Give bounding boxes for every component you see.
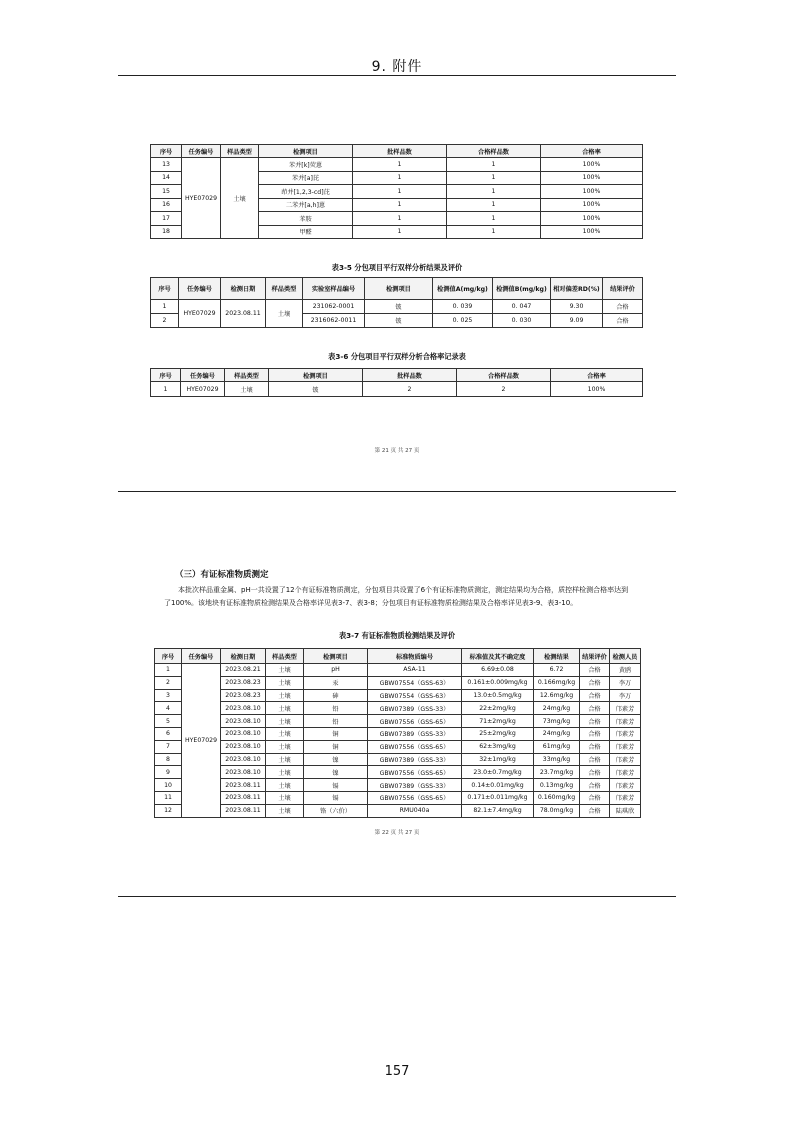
- page-separator: [118, 491, 676, 492]
- cell-rate: 100%: [541, 185, 643, 199]
- cell-eval: 合格: [580, 664, 610, 677]
- cell-sample-type: 土壤: [266, 791, 304, 804]
- col-header: 检测项目: [269, 369, 363, 382]
- col-header: 相对偏差RD(%): [551, 278, 603, 300]
- cell-date: 2023.08.21: [221, 664, 266, 677]
- col-header: 检测日期: [221, 649, 266, 664]
- table-3-7-caption: 表3-7 有证标准物质检测结果及评价: [338, 631, 456, 640]
- cell-batch: 1: [353, 158, 447, 172]
- cell-eval: 合格: [580, 740, 610, 753]
- cell-item: 镉: [304, 791, 368, 804]
- footer-page-number: 157: [384, 1064, 410, 1079]
- cell-batch: 1: [353, 212, 447, 226]
- col-header: 任务编号: [179, 278, 221, 300]
- cell-sample-type: 土壤: [221, 158, 259, 239]
- cell-item: 铅: [304, 702, 368, 715]
- col-header: 检测日期: [221, 278, 266, 300]
- table-3-6-caption: 表3-6 分包项目平行双样分析合格率记录表: [328, 352, 466, 361]
- cell-sample-type: 土壤: [266, 664, 304, 677]
- table-row: [151, 158, 643, 172]
- cell-person: 黄鸥: [610, 664, 641, 677]
- cell-pass: 2: [457, 382, 551, 397]
- cell-rate: 100%: [541, 198, 643, 212]
- page-separator: [118, 896, 676, 897]
- cell-task-no: HYE07029: [182, 664, 221, 818]
- cell-person: 邝素芳: [610, 753, 641, 766]
- cell-person: 邝素芳: [610, 779, 641, 792]
- cell-eval: 合格: [580, 727, 610, 740]
- col-header: 检测值B(mg/kg): [493, 278, 551, 300]
- cell-std-value: 23.0±0.7mg/kg: [462, 766, 534, 779]
- cell-rate: 100%: [541, 158, 643, 172]
- cell-sample-type: 土壤: [225, 382, 269, 397]
- cell-batch: 1: [353, 185, 447, 199]
- table-3-5-caption: 表3-5 分包项目平行双样分析结果及评价: [331, 263, 463, 272]
- table-row: [155, 702, 641, 715]
- cell-person: 陆琪欣: [610, 804, 641, 817]
- cell-no: 9: [155, 766, 182, 779]
- cell-no: 17: [151, 212, 182, 226]
- cell-eval: 合格: [580, 676, 610, 689]
- page-header-title: 9. 附件: [371, 59, 423, 75]
- cell-sample-type: 土壤: [266, 715, 304, 728]
- cell-eval: 合格: [580, 779, 610, 792]
- cell-item: 汞: [304, 676, 368, 689]
- table-3-4: [150, 144, 643, 239]
- col-header: 检测值A(mg/kg): [433, 278, 493, 300]
- table-row: [155, 791, 641, 804]
- cell-item: 镉: [304, 779, 368, 792]
- cell-std-value: 0.14±0.01mg/kg: [462, 779, 534, 792]
- cell-date: 2023.08.10: [221, 702, 266, 715]
- section-title: （三）有证标准物质测定: [175, 570, 269, 580]
- cell-date: 2023.08.10: [221, 740, 266, 753]
- cell-std-no: GBW07554（GSS-63）: [368, 676, 462, 689]
- cell-rd: 9.09: [551, 314, 603, 328]
- cell-no: 6: [155, 727, 182, 740]
- col-header: 序号: [151, 278, 179, 300]
- cell-eval: 合格: [580, 689, 610, 702]
- col-header: 合格样品数: [447, 145, 541, 158]
- cell-item: 铬（六价）: [304, 804, 368, 817]
- cell-pass: 1: [447, 212, 541, 226]
- cell-sample-type: 土壤: [266, 740, 304, 753]
- cell-item: 苯并[k]荧蒽: [259, 158, 353, 172]
- cell-value-b: 0. 047: [493, 300, 551, 314]
- cell-pass: 1: [447, 198, 541, 212]
- cell-std-value: 6.69±0.08: [462, 664, 534, 677]
- cell-no: 1: [151, 300, 179, 314]
- cell-item: 二苯并[a,h]蒽: [259, 198, 353, 212]
- col-header: 检测人员: [610, 649, 641, 664]
- col-header: 检测结果: [534, 649, 580, 664]
- cell-rate: 100%: [541, 171, 643, 185]
- page-number-22: 第 22 页 共 27 页: [374, 830, 420, 836]
- cell-std-no: GBW07556（GSS-65）: [368, 766, 462, 779]
- cell-result: 33mg/kg: [534, 753, 580, 766]
- cell-std-value: 62±3mg/kg: [462, 740, 534, 753]
- cell-std-value: 13.0±0.5mg/kg: [462, 689, 534, 702]
- cell-item: 铜: [304, 740, 368, 753]
- cell-no: 15: [151, 185, 182, 199]
- cell-result: 24mg/kg: [534, 702, 580, 715]
- cell-std-no: GBW07556（GSS-65）: [368, 791, 462, 804]
- cell-person: 李万: [610, 689, 641, 702]
- cell-pass: 1: [447, 225, 541, 239]
- cell-no: 4: [155, 702, 182, 715]
- cell-std-value: 71±2mg/kg: [462, 715, 534, 728]
- cell-result: 61mg/kg: [534, 740, 580, 753]
- cell-no: 11: [155, 791, 182, 804]
- cell-no: 2: [151, 314, 179, 328]
- cell-value-a: 0. 025: [433, 314, 493, 328]
- cell-std-no: ASA-11: [368, 664, 462, 677]
- cell-std-value: 22±2mg/kg: [462, 702, 534, 715]
- cell-sample-type: 土壤: [266, 676, 304, 689]
- cell-no: 3: [155, 689, 182, 702]
- cell-std-value: 82.1±7.4mg/kg: [462, 804, 534, 817]
- cell-std-no: GBW07556（GSS-65）: [368, 715, 462, 728]
- table-row: [155, 753, 641, 766]
- cell-batch: 1: [353, 171, 447, 185]
- cell-lab-no: 231062-0001: [303, 300, 365, 314]
- cell-result: 78.0mg/kg: [534, 804, 580, 817]
- cell-sample-type: 土壤: [266, 689, 304, 702]
- col-header: 合格率: [541, 145, 643, 158]
- cell-std-no: GBW07389（GSS-33）: [368, 727, 462, 740]
- cell-sample-type: 土壤: [266, 779, 304, 792]
- cell-std-value: 0.171±0.011mg/kg: [462, 791, 534, 804]
- cell-batch: 2: [363, 382, 457, 397]
- table-row: [151, 382, 643, 397]
- col-header: 合格样品数: [457, 369, 551, 382]
- cell-item: 茚并[1,2,3-cd]芘: [259, 185, 353, 199]
- cell-sample-type: 土壤: [266, 702, 304, 715]
- cell-no: 2: [155, 676, 182, 689]
- cell-no: 1: [155, 664, 182, 677]
- cell-date: 2023.08.11: [221, 791, 266, 804]
- cell-value-b: 0. 030: [493, 314, 551, 328]
- cell-date: 2023.08.10: [221, 766, 266, 779]
- header-rule: [118, 75, 676, 76]
- cell-task-no: HYE07029: [181, 382, 225, 397]
- col-header: 结果评价: [580, 649, 610, 664]
- cell-item: 苯胺: [259, 212, 353, 226]
- col-header: 样品类型: [266, 649, 304, 664]
- cell-person: 李万: [610, 676, 641, 689]
- cell-item: 镍: [304, 766, 368, 779]
- cell-sample-type: 土壤: [266, 766, 304, 779]
- cell-item: pH: [304, 664, 368, 677]
- table-row: [155, 676, 641, 689]
- cell-item: 镍: [304, 753, 368, 766]
- cell-std-no: GBW07554（GSS-63）: [368, 689, 462, 702]
- cell-result: 24mg/kg: [534, 727, 580, 740]
- col-header: 任务编号: [182, 145, 221, 158]
- cell-sample-type: 土壤: [266, 804, 304, 817]
- cell-sample-type: 土壤: [266, 727, 304, 740]
- cell-item: 甲醛: [259, 225, 353, 239]
- cell-date: 2023.08.10: [221, 727, 266, 740]
- cell-result: 0.13mg/kg: [534, 779, 580, 792]
- cell-item: 铜: [304, 727, 368, 740]
- cell-lab-no: 2316062-0011: [303, 314, 365, 328]
- cell-rate: 100%: [551, 382, 643, 397]
- col-header: 任务编号: [182, 649, 221, 664]
- col-header: 实验室样品编号: [303, 278, 365, 300]
- cell-no: 1: [151, 382, 181, 397]
- table-row: [151, 300, 643, 314]
- table-row: [155, 727, 641, 740]
- table-row: [155, 804, 641, 817]
- cell-date: 2023.08.11: [221, 300, 266, 328]
- cell-task-no: HYE07029: [182, 158, 221, 239]
- table-row: [155, 664, 641, 677]
- table-row: [155, 715, 641, 728]
- cell-eval: 合格: [580, 804, 610, 817]
- table-3-5: [150, 277, 643, 328]
- cell-no: 14: [151, 171, 182, 185]
- col-header: 检测项目: [259, 145, 353, 158]
- cell-pass: 1: [447, 185, 541, 199]
- cell-std-value: 0.161±0.009mg/kg: [462, 676, 534, 689]
- col-header: 序号: [155, 649, 182, 664]
- cell-pass: 1: [447, 171, 541, 185]
- cell-std-no: GBW07389（GSS-33）: [368, 753, 462, 766]
- cell-person: 邝素芳: [610, 702, 641, 715]
- cell-std-value: 25±2mg/kg: [462, 727, 534, 740]
- cell-rate: 100%: [541, 212, 643, 226]
- col-header: 批样品数: [353, 145, 447, 158]
- cell-batch: 1: [353, 225, 447, 239]
- cell-no: 7: [155, 740, 182, 753]
- cell-rd: 9.30: [551, 300, 603, 314]
- cell-person: 邝素芳: [610, 715, 641, 728]
- col-header: 序号: [151, 369, 181, 382]
- cell-result: 12.6mg/kg: [534, 689, 580, 702]
- col-header: 样品类型: [221, 145, 259, 158]
- cell-sample-type: 土壤: [266, 300, 303, 328]
- table-row: [155, 766, 641, 779]
- page-number-21: 第 21 页 共 27 页: [374, 448, 420, 454]
- cell-item: 铍: [365, 314, 433, 328]
- cell-item: 铍: [269, 382, 363, 397]
- cell-no: 18: [151, 225, 182, 239]
- cell-pass: 1: [447, 158, 541, 172]
- col-header: 批样品数: [363, 369, 457, 382]
- col-header: 合格率: [551, 369, 643, 382]
- cell-no: 10: [155, 779, 182, 792]
- cell-value-a: 0. 039: [433, 300, 493, 314]
- col-header: 检测项目: [304, 649, 368, 664]
- cell-std-no: GBW07389（GSS-33）: [368, 779, 462, 792]
- cell-std-value: 32±1mg/kg: [462, 753, 534, 766]
- cell-person: 邝素芳: [610, 740, 641, 753]
- col-header: 检测项目: [365, 278, 433, 300]
- cell-no: 13: [151, 158, 182, 172]
- section-paragraph: 本批次样品重金属、pH一共设置了12个有证标准物质测定，分包项目共设置了6个有证标准物质测定，测定结果均为合格，质控样检测合格率达到了100%。该地块有证标准物质检测结果及合格率详见表3-7、表3-8；分包项目有证标准物质检测结果及合格率详见表3-9、表3-10。: [164, 586, 629, 607]
- cell-eval: 合格: [580, 753, 610, 766]
- cell-item: 砷: [304, 689, 368, 702]
- col-header: 样品类型: [225, 369, 269, 382]
- cell-date: 2023.08.11: [221, 779, 266, 792]
- cell-eval: 合格: [603, 314, 643, 328]
- col-header: 任务编号: [181, 369, 225, 382]
- cell-sample-type: 土壤: [266, 753, 304, 766]
- cell-item: 苯并[a]芘: [259, 171, 353, 185]
- cell-date: 2023.08.10: [221, 753, 266, 766]
- cell-no: 5: [155, 715, 182, 728]
- cell-date: 2023.08.23: [221, 689, 266, 702]
- col-header: 标准值及其不确定度: [462, 649, 534, 664]
- cell-eval: 合格: [603, 300, 643, 314]
- cell-person: 邝素芳: [610, 766, 641, 779]
- cell-std-no: GBW07389（GSS-33）: [368, 702, 462, 715]
- col-header: 序号: [151, 145, 182, 158]
- cell-result: 23.7mg/kg: [534, 766, 580, 779]
- table-row: [155, 779, 641, 792]
- table-3-7: [154, 648, 641, 818]
- cell-no: 8: [155, 753, 182, 766]
- cell-eval: 合格: [580, 702, 610, 715]
- cell-no: 12: [155, 804, 182, 817]
- cell-std-no: RMU040a: [368, 804, 462, 817]
- cell-std-no: GBW07556（GSS-65）: [368, 740, 462, 753]
- col-header: 样品类型: [266, 278, 303, 300]
- cell-person: 邝素芳: [610, 727, 641, 740]
- cell-item: 铅: [304, 715, 368, 728]
- cell-person: 邝素芳: [610, 791, 641, 804]
- cell-result: 73mg/kg: [534, 715, 580, 728]
- cell-item: 铍: [365, 300, 433, 314]
- table-row: [155, 740, 641, 753]
- cell-date: 2023.08.10: [221, 715, 266, 728]
- cell-task-no: HYE07029: [179, 300, 221, 328]
- col-header: 标准物质编号: [368, 649, 462, 664]
- cell-batch: 1: [353, 198, 447, 212]
- cell-eval: 合格: [580, 715, 610, 728]
- cell-result: 0.166mg/kg: [534, 676, 580, 689]
- cell-result: 6.72: [534, 664, 580, 677]
- cell-no: 16: [151, 198, 182, 212]
- cell-date: 2023.08.11: [221, 804, 266, 817]
- cell-rate: 100%: [541, 225, 643, 239]
- cell-eval: 合格: [580, 791, 610, 804]
- table-row: [155, 689, 641, 702]
- col-header: 结果评价: [603, 278, 643, 300]
- table-3-6: [150, 368, 643, 397]
- cell-eval: 合格: [580, 766, 610, 779]
- cell-result: 0.160mg/kg: [534, 791, 580, 804]
- cell-date: 2023.08.23: [221, 676, 266, 689]
